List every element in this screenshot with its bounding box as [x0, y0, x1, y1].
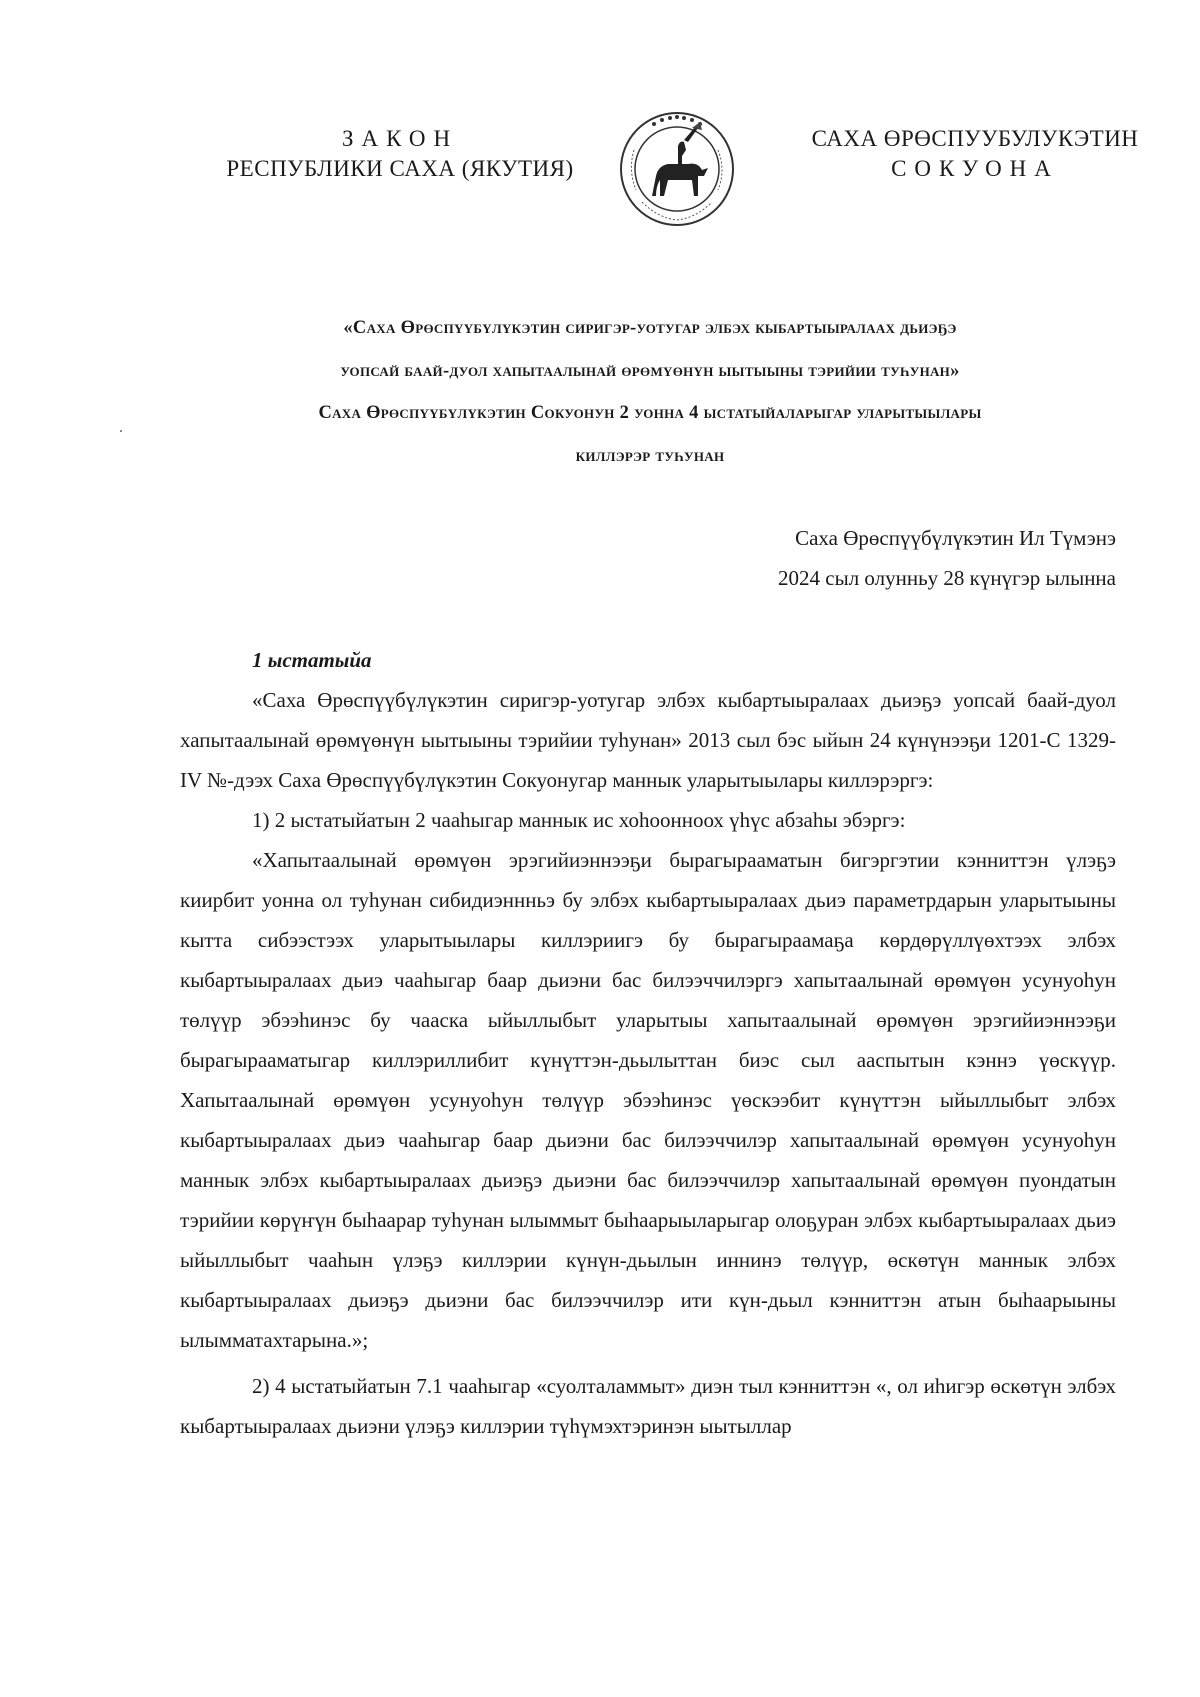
header-right-title: САХА ӨРӨСПУУБУЛУКЭТИН — [811, 126, 1139, 151]
law-title-line-1: «Саха Өрөспүүбүлүкэтин сиригэр-уотугар элбэх кыбартыыралаах дьиэҕэ — [343, 318, 957, 338]
adoption-date: 2024 сыл олунньу 28 күнүгэр ылынна — [778, 566, 1116, 590]
adoption-block — [778, 518, 1116, 598]
header-left-subtitle: РЕСПУБЛИКИ САХА (ЯКУТИЯ) — [226, 156, 574, 181]
header-right — [790, 124, 1160, 184]
article-item-1: 1) 2 ыстатыйатын 2 чааһыгар маннык ис хоһоонноох үһүс абзаһы эбэргэ: — [252, 808, 906, 832]
header-left-title: ЗАКОН — [341, 126, 459, 151]
article-item-2: 2) 4 ыстатыйатын 7.1 чааһыгар «суолталаммыт» диэн тыл кэнниттэн «, ол иһигэр өскөтүн элбэх кыбартыыралаах дьиэни үлэҕэ киллэрии түһүмэхтэринэн ыытыллар — [180, 1374, 1116, 1438]
law-title-line-2: уопсай баай-дуол хапытаалынай өрөмүөнүн ыытыыны тэрийии туһунан» — [340, 360, 960, 381]
law-title — [150, 307, 1150, 477]
header-right-subtitle: СОКУОНА — [891, 156, 1059, 181]
adoption-body: Саха Өрөспүүбүлүкэтин Ил Түмэнэ — [795, 526, 1116, 550]
header-left — [190, 124, 610, 184]
article-paragraph: «Саха Өрөспүүбүлүкэтин сиригэр-уотугар элбэх кыбартыыралаах дьиэҕэ уопсай баай-дуол хапытаалынай өрөмүөнүн ыытыыны тэрийии туһунан» 2013 сыл бэс ыйын 24 күнүнээҕи 1201-С 1329-IV №-дээх Саха Өрөспүүбүлүкэтин Сокуонугар маннык уларытыылары киллэрэргэ: — [180, 688, 1116, 792]
article-1 — [180, 640, 1116, 1446]
republic-emblem-icon — [618, 110, 736, 228]
law-title-line-4: киллэрэр туһунан — [575, 445, 725, 466]
article-quote-paragraph: «Хапытаалынай өрөмүөн эрэгийиэннээҕи бырагырааматын бигэргэтии кэнниттэн үлэҕэ киирбит уонна ол туһунан сибидиэннньэ бу элбэх кыбартыыралаах дьиэ параметрдарын уларытыыны кытта сибээстээх уларытыылары киллэриигэ бу бырагыраамаҕа көрдөрүллүөхтээх элбэх кыбартыыралаах дьиэ чааһыгар баар дьиэни бас билээччилэргэ хапытаалынай өрөмүөн усунуоһун төлүүр эбээһинэс бу чааска ыйыллыбыт уларытыы хапытаалынай өрөмүөн эрэгийиэннээҕи бырагырааматыгар киллэриллибит күнүттэн-дьылыттан биэс сыл ааспытын кэннэ үөскүүр. Хапытаалынай өрөмүөн усунуоһун төлүүр эбээһинэс үөскээбит күнүттэн ыйыллыбыт элбэх кыбартыыралаах дьиэ чааһыгар баар дьиэни бас билээччилэр хапытаалынай өрөмүөн усунуоһун маннык элбэх кыбартыыралаах дьиэҕэ дьиэни бас билээччилэр хапытаалынай өрөмүөн пуондатын тэрийии көрүҥүн быһаарар туһунан ылыммыт быһаарыыларыгар олоҕуран элбэх кыбартыыралаах дьиэ ыйыллыбыт чааһын үлэҕэ киллэрии күнүн-дьылын иннинэ төлүүр, өскөтүн маннык элбэх кыбартыыралаах дьиэҕэ дьиэни бас билээччилэр ити күн-дьыл кэнниттэн атын быһаарыыны ылымматахтарына.»; — [180, 848, 1116, 1352]
article-heading: 1 ыстатыйа — [252, 648, 372, 672]
scan-speck — [120, 430, 122, 432]
law-title-line-3: Саха Өрөспүүбүлүкэтин Сокуонун 2 уонна 4 ыстатыйаларыгар уларытыылары — [318, 403, 982, 423]
